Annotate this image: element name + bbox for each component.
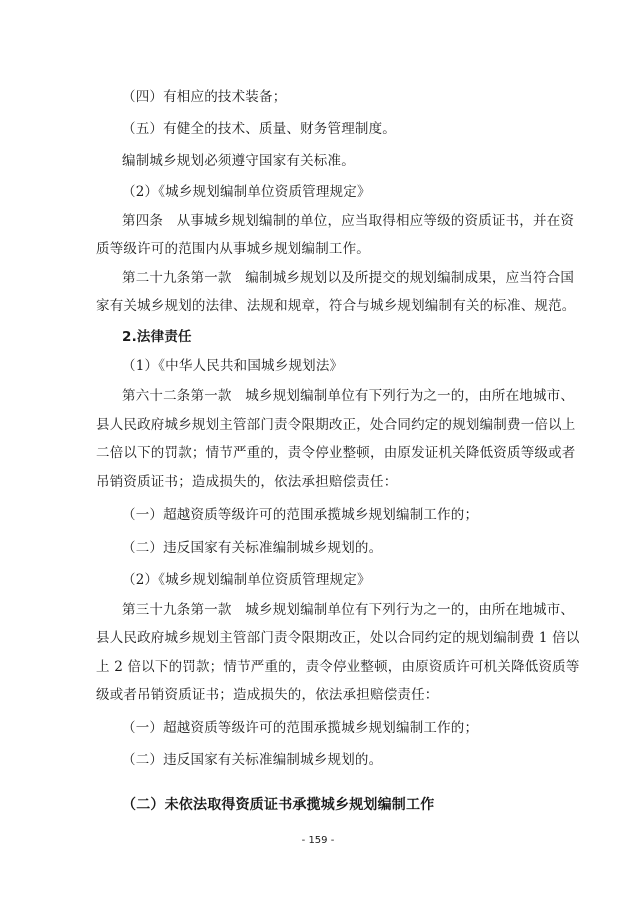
article-39-line-4: 级或者吊销资质证书；造成损失的，依法承担赔偿责任： — [96, 687, 439, 703]
article-39-line-3: 上 2 倍以下的罚款；情节严重的，责令停业整顿，由原资质许可机关降低资质等 — [96, 659, 580, 675]
article-4-line-1: 第四条 从事城乡规划编制的单位，应当取得相应等级的资质证书，并在资 — [122, 213, 575, 229]
paragraph-standard: 编制城乡规划必须遵守国家有关标准。 — [122, 153, 355, 169]
legal-liability-heading: 2.法律责任 — [122, 329, 192, 345]
list-item-2-b: （二）违反国家有关标准编制城乡规划的。 — [122, 752, 383, 768]
article-62-line-1: 第六十二条第一款 城乡规划编制单位有下列行为之一的，由所在地城市、 — [122, 388, 575, 404]
regulation-title: （2）《城乡规划编制单位资质管理规定》 — [122, 184, 371, 200]
list-item-1-b: （一）超越资质等级许可的范围承揽城乡规划编制工作的； — [122, 720, 479, 736]
page-number: - 159 - — [301, 835, 335, 846]
list-item-2-a: （二）违反国家有关标准编制城乡规划的。 — [122, 540, 383, 556]
law-title: （1）《中华人民共和国城乡规划法》 — [122, 358, 344, 374]
article-29-line-1: 第二十九条第一款 编制城乡规划以及所提交的规划编制成果，应当符合国 — [122, 270, 575, 286]
article-4-line-2: 质等级许可的范围内从事城乡规划编制工作。 — [96, 241, 370, 257]
list-item-1-a: （一）超越资质等级许可的范围承揽城乡规划编制工作的； — [122, 507, 479, 523]
article-62-line-2: 县人民政府城乡规划主管部门责令限期改正，处合同约定的规划编制费一倍以上 — [96, 417, 576, 433]
section-heading: （二）未依法取得资质证书承揽城乡规划编制工作 — [122, 797, 435, 813]
article-62-line-4: 吊销资质证书；造成损失的，依法承担赔偿责任： — [96, 474, 398, 490]
regulation-title-2: （2）《城乡规划编制单位资质管理规定》 — [122, 572, 371, 588]
list-item-5: （五）有健全的技术、质量、财务管理制度。 — [122, 121, 396, 137]
article-62-line-3: 二倍以下的罚款；情节严重的，责令停业整顿，由原发证机关降低资质等级或者 — [96, 445, 576, 461]
list-item-4: （四）有相应的技术装备； — [122, 89, 287, 105]
article-29-line-2: 家有关城乡规划的法律、法规和规章，符合与城乡规划编制有关的标准、规范。 — [96, 298, 576, 314]
article-39-line-2: 县人民政府城乡规划主管部门责令限期改正，处以合同约定的规划编制费 1 倍以 — [96, 630, 580, 646]
article-39-line-1: 第三十九条第一款 城乡规划编制单位有下列行为之一的，由所在地城市、 — [122, 602, 575, 618]
